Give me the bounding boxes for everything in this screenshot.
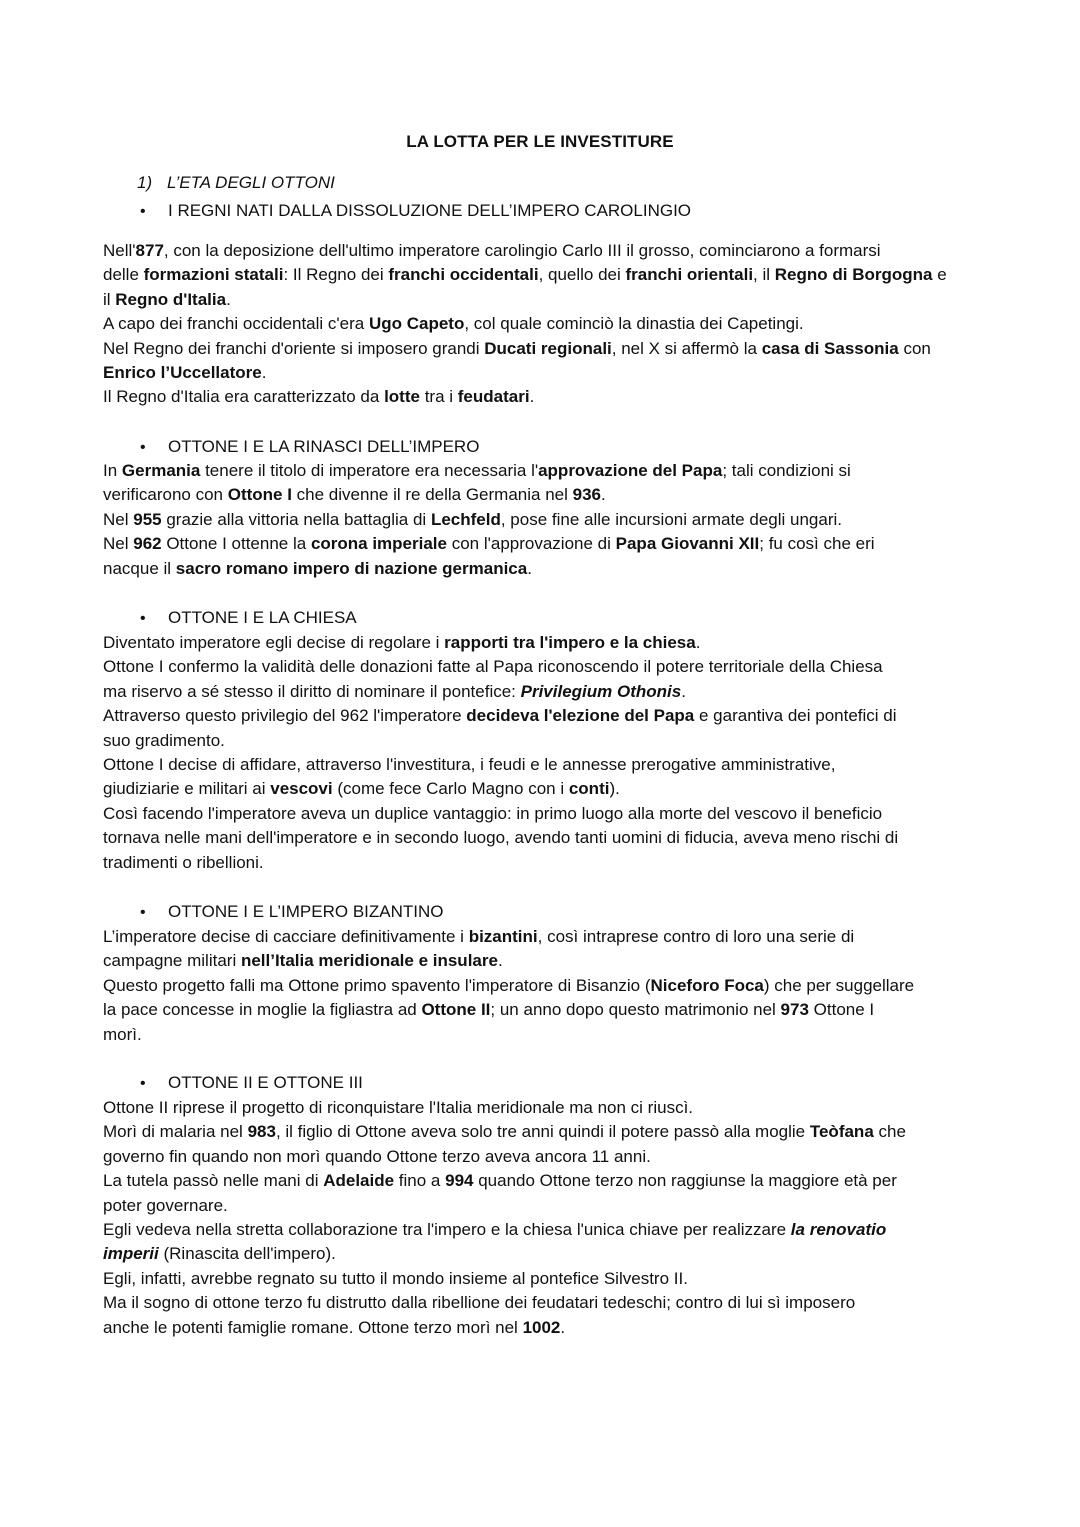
- text-run: campagne militari: [103, 951, 241, 971]
- text-run: , il figlio di Ottone aveva solo tre anni quindi il potere passò alla moglie: [275, 1122, 810, 1142]
- text-run: tornava nelle mani dell'imperatore e in secondo luogo, avendo tanti uomini di fiducia, aveva meno rischi di: [103, 828, 899, 848]
- text-run: suo gradimento.: [103, 730, 225, 750]
- text-run: e: [932, 265, 947, 285]
- emphasis-text: vescovi: [270, 779, 333, 799]
- text-run: che divenne il re della Germania nel: [291, 485, 573, 505]
- text-line: [103, 1169, 983, 1193]
- text-run: , pose fine alle incursioni armate degli ungari.: [500, 509, 842, 529]
- section-number: 1): [137, 173, 153, 192]
- text-line: [103, 1096, 983, 1120]
- emphasis-text: Teòfana: [809, 1122, 874, 1142]
- emphasis-text: imperii: [103, 1244, 159, 1264]
- text-run: .: [601, 485, 606, 505]
- section-heading-text: L’ETA DEGLI OTTONI: [167, 173, 335, 192]
- text-run: : Il Regno dei: [283, 265, 389, 285]
- text-line: [103, 1023, 983, 1047]
- text-line: [103, 483, 983, 507]
- emphasis-text: 936: [572, 485, 601, 505]
- text-line: [103, 729, 983, 753]
- text-run: .: [695, 633, 701, 652]
- text-run: L’imperatore decise di cacciare definitivamente i: [103, 927, 469, 946]
- bullet-heading-text: OTTONE I E LA RINASCI DELL’IMPERO: [168, 437, 480, 456]
- text-run: , così intraprese contro di loro una serie di: [537, 927, 855, 946]
- text-line: [103, 1218, 983, 1242]
- bullet-icon: •: [140, 610, 146, 627]
- text-run: nacque il: [103, 558, 176, 578]
- bullet-heading-text: I REGNI NATI DALLA DISSOLUZIONE DELL’IMPERO CAROLINGIO: [168, 201, 692, 220]
- bullet-icon: •: [140, 904, 146, 921]
- emphasis-text: franchi occidentali: [388, 265, 539, 285]
- text-line: [103, 288, 983, 312]
- text-line: [103, 802, 983, 826]
- text-run: Ottone I confermo la validità delle donazioni fatte al Papa riconoscendo il potere territoriale della Chiesa: [103, 657, 883, 677]
- emphasis-text: franchi orientali: [625, 265, 754, 285]
- text-run: Egli vedeva nella stretta collaborazione tra l'impero e la chiesa l'unica chiave per realizzare: [103, 1220, 791, 1240]
- section-heading: [137, 172, 335, 194]
- text-run: , col quale cominciò la dinastia dei Capetingi.: [464, 314, 804, 334]
- text-run: tradimenti o ribellioni.: [103, 852, 264, 872]
- text-run: Egli, infatti, avrebbe regnato su tutto il mondo insieme al pontefice Silvestro II.: [103, 1268, 688, 1288]
- text-run: tra i: [419, 387, 458, 407]
- emphasis-text: conti: [568, 779, 610, 799]
- text-line: [103, 1145, 983, 1169]
- text-run: (Rinascita dell'impero).: [158, 1244, 336, 1264]
- text-run: Attraverso questo privilegio del 962 l'imperatore: [103, 706, 467, 726]
- text-line: [103, 704, 983, 728]
- emphasis-text: sacro romano impero di nazione germanica: [175, 558, 528, 578]
- emphasis-text: 877: [135, 241, 164, 260]
- text-run: A capo dei franchi occidentali c'era: [103, 314, 369, 334]
- text-run: ; un anno dopo questo matrimonio nel: [490, 1000, 781, 1020]
- emphasis-text: Ugo Capeto: [368, 314, 465, 334]
- text-run: , il: [753, 265, 775, 285]
- paragraph-1: [103, 239, 983, 410]
- emphasis-text: Ducati regionali: [484, 338, 612, 358]
- text-line: [103, 1242, 983, 1266]
- text-line: [103, 655, 983, 679]
- text-run: , quello dei: [538, 265, 626, 285]
- text-run: .: [529, 387, 535, 407]
- text-run: Ma il sogno di ottone terzo fu distrutto dalla ribellione dei feudatari tedeschi; contro di lui sì imposero: [103, 1293, 856, 1313]
- emphasis-text: 983: [247, 1122, 276, 1142]
- text-line: [103, 1267, 983, 1291]
- text-run: e garantiva dei pontefici di: [694, 706, 897, 726]
- emphasis-text: 994: [445, 1171, 474, 1191]
- bullet-heading-4: [140, 901, 444, 924]
- text-line: [103, 949, 983, 973]
- emphasis-text: casa di Sassonia: [761, 338, 899, 358]
- text-line: [103, 312, 983, 336]
- emphasis-text: decideva l'elezione del Papa: [466, 706, 695, 726]
- paragraph-2: [103, 459, 983, 581]
- text-run: .: [497, 951, 503, 971]
- paragraph-3: [103, 631, 983, 875]
- text-run: Nell': [103, 241, 136, 260]
- emphasis-text: 1002: [522, 1317, 561, 1337]
- text-run: .: [681, 681, 686, 701]
- text-run: Morì di malaria nel: [103, 1122, 248, 1142]
- text-run: con: [898, 338, 931, 358]
- text-line: [103, 1194, 983, 1218]
- text-run: giudiziarie e militari ai: [103, 779, 271, 799]
- text-run: la pace concesse in moglie la figliastra ad: [103, 1000, 422, 1020]
- text-line: [103, 361, 983, 385]
- emphasis-text: Privilegium Othonis: [520, 681, 682, 701]
- text-run: Ottone I ottenne la: [161, 534, 311, 554]
- emphasis-text: bizantini: [468, 927, 538, 946]
- bullet-heading-text: OTTONE II E OTTONE III: [168, 1073, 363, 1092]
- emphasis-text: 973: [780, 1000, 809, 1020]
- text-line: [103, 851, 983, 875]
- emphasis-text: Papa Giovanni XII: [615, 534, 760, 554]
- text-line: [103, 1291, 983, 1315]
- text-line: [103, 753, 983, 777]
- text-run: .: [560, 1317, 566, 1337]
- emphasis-text: Niceforo Foca: [650, 975, 764, 995]
- emphasis-text: Ottone II: [421, 1000, 491, 1020]
- bullet-icon: •: [140, 439, 146, 456]
- text-line: [103, 777, 983, 801]
- text-run: La tutela passò nelle mani di: [103, 1171, 324, 1191]
- text-run: fino a: [394, 1171, 446, 1191]
- text-line: [103, 1120, 983, 1144]
- bullet-heading-1: [140, 200, 691, 223]
- emphasis-text: Regno di Borgogna: [774, 265, 933, 285]
- bullet-icon: •: [140, 1075, 146, 1092]
- text-run: Ottone I: [808, 1000, 875, 1020]
- text-run: , nel X si affermò la: [611, 338, 762, 358]
- text-line: [103, 998, 983, 1022]
- bullet-heading-5: [140, 1072, 363, 1095]
- text-run: ; tali condizioni si: [722, 461, 851, 480]
- text-run: (come fece Carlo Magno con i: [332, 779, 569, 799]
- text-run: Così facendo l'imperatore aveva un duplice vantaggio: in primo luogo alla morte del vescovo il beneficio: [103, 803, 883, 823]
- text-run: , con la deposizione dell'ultimo imperatore carolingio Carlo III il grosso, cominciarono a formarsi: [163, 241, 881, 260]
- text-line: [103, 557, 983, 581]
- emphasis-text: Germania: [121, 461, 201, 480]
- text-line: [103, 1316, 983, 1340]
- text-line: [103, 974, 983, 998]
- paragraph-5: [103, 1096, 983, 1340]
- bullet-heading-text: OTTONE I E LA CHIESA: [168, 608, 357, 627]
- text-run: che: [873, 1122, 906, 1142]
- text-line: [103, 459, 983, 483]
- emphasis-text: feudatari: [457, 387, 530, 407]
- text-line: [103, 263, 983, 287]
- text-run: con l'approvazione di: [447, 534, 616, 554]
- text-run: verificarono con: [103, 485, 228, 505]
- text-line: [103, 508, 983, 532]
- emphasis-text: Regno d'Italia: [115, 289, 227, 309]
- text-line: [103, 680, 983, 704]
- emphasis-text: corona imperiale: [310, 534, 447, 554]
- text-line: [103, 925, 983, 949]
- emphasis-text: formazioni statali: [143, 265, 284, 285]
- text-run: il: [103, 289, 116, 309]
- emphasis-text: la renovatio: [790, 1220, 887, 1240]
- text-line: [103, 826, 983, 850]
- text-run: .: [261, 363, 267, 383]
- emphasis-text: Adelaide: [323, 1171, 395, 1191]
- emphasis-text: Enrico l’Uccellatore: [103, 363, 262, 383]
- document-title: LA LOTTA PER LE INVESTITURE: [406, 132, 674, 151]
- bullet-heading-text: OTTONE I E L’IMPERO BIZANTINO: [168, 902, 444, 921]
- text-line: [103, 631, 983, 655]
- emphasis-text: 962: [133, 534, 162, 554]
- text-run: ).: [609, 779, 620, 799]
- text-run: poter governare.: [103, 1195, 228, 1215]
- text-run: quando Ottone terzo non raggiunse la maggiore età per: [473, 1171, 897, 1191]
- paragraph-4: [103, 925, 983, 1047]
- text-run: morì.: [103, 1024, 142, 1044]
- text-run: tenere il titolo di imperatore era necessaria l': [200, 461, 539, 480]
- text-run: delle: [103, 265, 144, 285]
- text-run: Diventato imperatore egli decise di regolare i: [103, 633, 445, 652]
- text-run: Nel: [103, 534, 134, 554]
- emphasis-text: nell’Italia meridionale e insulare: [240, 951, 498, 971]
- text-run: ; fu così che eri: [759, 534, 875, 554]
- bullet-heading-3: [140, 607, 357, 630]
- emphasis-text: 955: [133, 509, 162, 529]
- bullet-heading-2: [140, 436, 479, 459]
- text-line: [103, 337, 983, 361]
- text-run: governo fin quando non morì quando Ottone terzo aveva ancora 11 anni.: [103, 1146, 651, 1166]
- emphasis-text: Ottone I: [227, 485, 292, 505]
- emphasis-text: lotte: [384, 387, 420, 407]
- text-run: Ottone II riprese il progetto di riconquistare l'Italia meridionale ma non ci riuscì.: [103, 1098, 694, 1117]
- text-run: .: [527, 558, 532, 578]
- text-line: [103, 239, 983, 263]
- text-run: Nel Regno dei franchi d'oriente si imposero grandi: [103, 338, 485, 358]
- text-run: Questo progetto falli ma Ottone primo spavento l'imperatore di Bisanzio (: [103, 975, 651, 995]
- text-run: ) che per suggellare: [763, 975, 915, 995]
- bullet-icon: •: [140, 203, 146, 220]
- text-run: Ottone I decise di affidare, attraverso l'investitura, i feudi e le annesse prerogative amministrative,: [103, 755, 836, 775]
- emphasis-text: rapporti tra l'impero e la chiesa: [444, 633, 696, 652]
- text-run: In: [103, 461, 122, 480]
- text-run: Nel: [103, 509, 134, 529]
- emphasis-text: Lechfeld: [430, 509, 501, 529]
- text-run: anche le potenti famiglie romane. Ottone terzo morì nel: [103, 1317, 523, 1337]
- text-line: [103, 532, 983, 556]
- text-run: Il Regno d'Italia era caratterizzato da: [103, 387, 385, 407]
- text-line: [103, 385, 983, 409]
- text-run: .: [226, 289, 231, 309]
- text-run: grazie alla vittoria nella battaglia di: [161, 509, 431, 529]
- emphasis-text: approvazione del Papa: [538, 461, 723, 480]
- text-run: ma riservo a sé stesso il diritto di nominare il pontefice:: [103, 681, 521, 701]
